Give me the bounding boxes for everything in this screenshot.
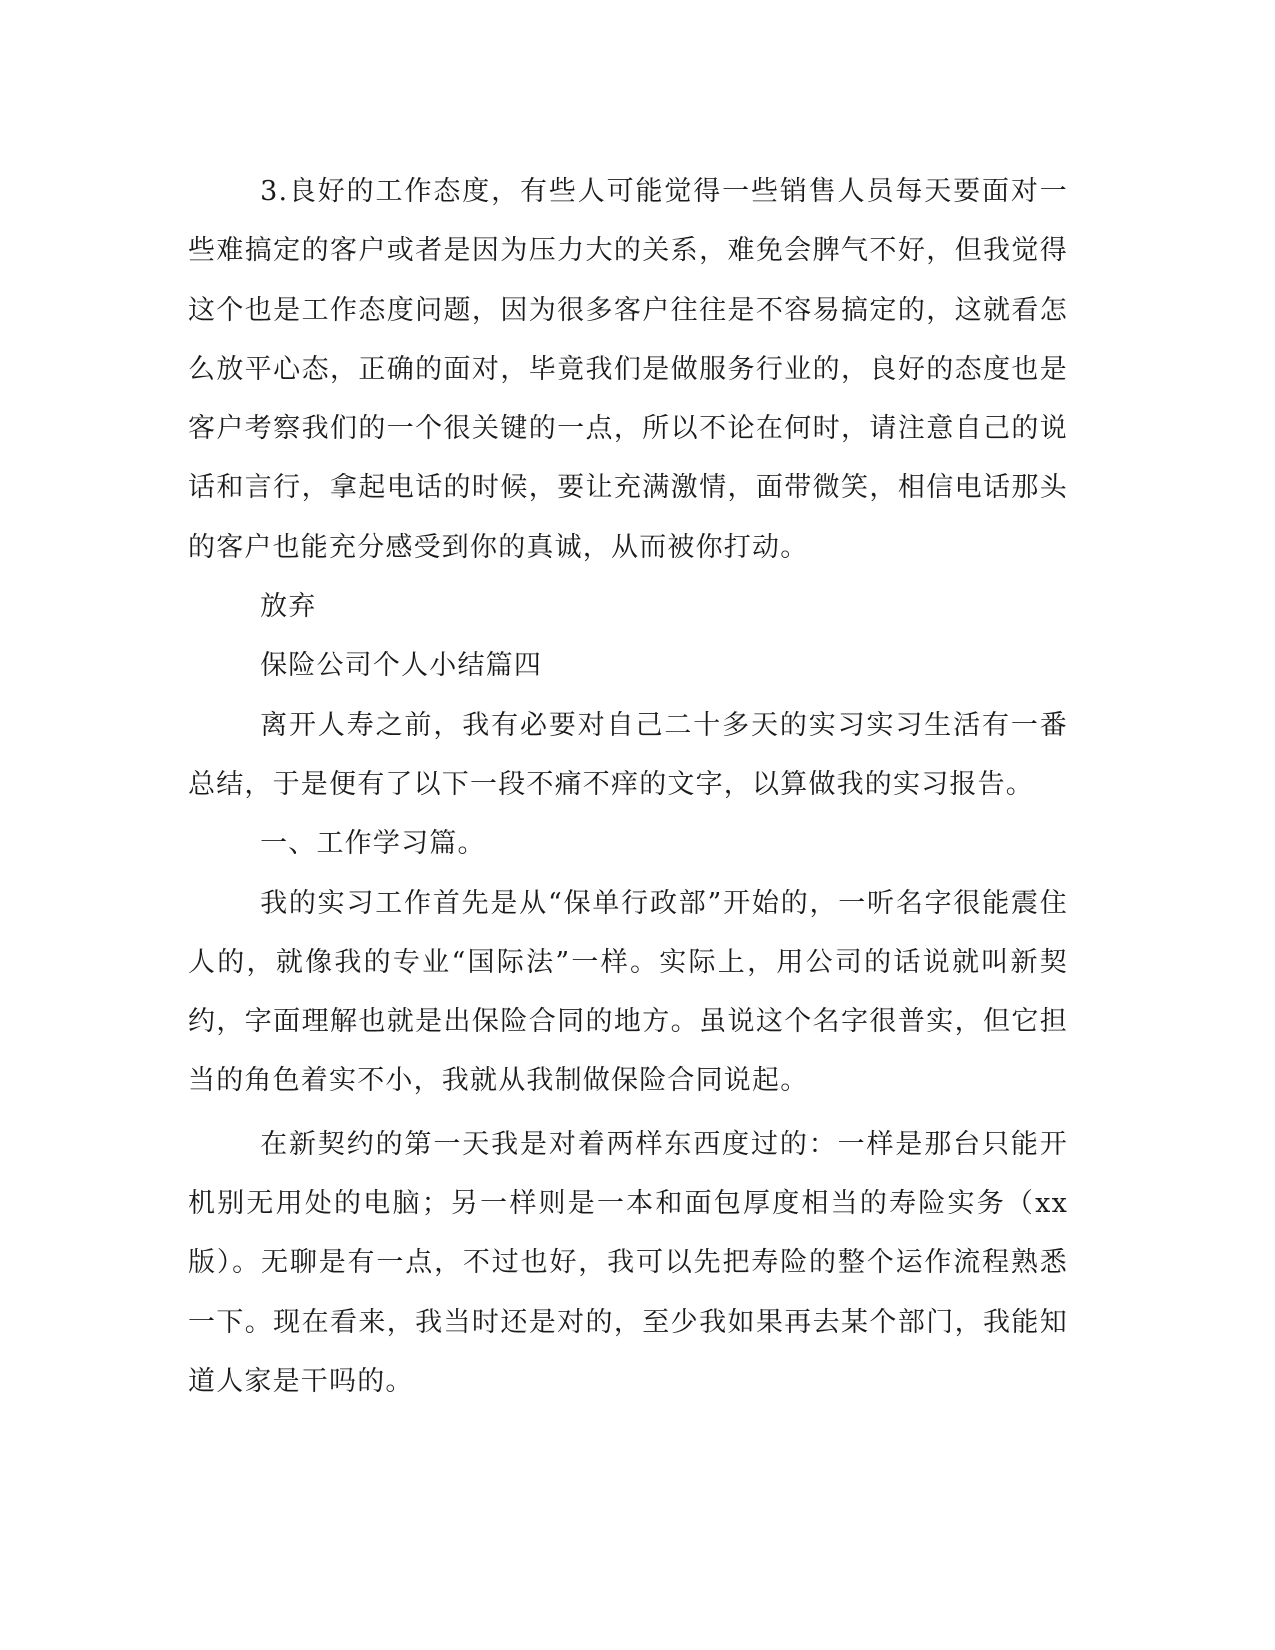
paragraph-intro: 离开人寿之前，我有必要对自己二十多天的实习实习生活有一番总结，于是便有了以下一段不痛不痒的文字，以算做我的实习报告。 (188, 709, 1068, 800)
subsection-heading: 一、工作学习篇。 (260, 828, 486, 860)
paragraph-work-attitude: 3.良好的工作态度，有些人可能觉得一些销售人员每天要面对一些难搞定的客户或者是因为压力大的关系，难免会脾气不好，但我觉得这个也是工作态度问题，因为很多客户往往是不容易搞定的，这就看怎么放平心态，正确的面对，毕竟我们是做服务行业的，良好的态度也是客户考察我们的一个很关键的一点，所以不论在何时，请注意自己的说话和言行，拿起电话的时候，要让充满激情，面带微笑，相信电话那头的客户也能充分感受到你的真诚，从而被你打动。 (188, 176, 1068, 563)
paragraph-give-up: 放弃 (260, 591, 317, 623)
paragraph-first-day: 在新契约的第一天我是对着两样东西度过的：一样是那台只能开机别无用处的电脑；另一样则是一本和面包厚度相当的寿险实务（xx版）。无聊是有一点，不过也好，我可以先把寿险的整个运作流程熟悉一下。现在看来，我当时还是对的，至少我如果再去某个部门，我能知道人家是干吗的。 (188, 1128, 1068, 1397)
paragraph-policy-admin: 我的实习工作首先是从“保单行政部”开始的，一听名字很能震住人的，就像我的专业“国际法”一样。实际上，用公司的话说就叫新契约，字面理解也就是出保险合同的地方。虽说这个名字很普实，但它担当的角色着实不小，我就从我制做保险合同说起。 (188, 887, 1068, 1097)
document-body (188, 162, 1068, 1411)
section-heading: 保险公司个人小结篇四 (260, 650, 543, 682)
